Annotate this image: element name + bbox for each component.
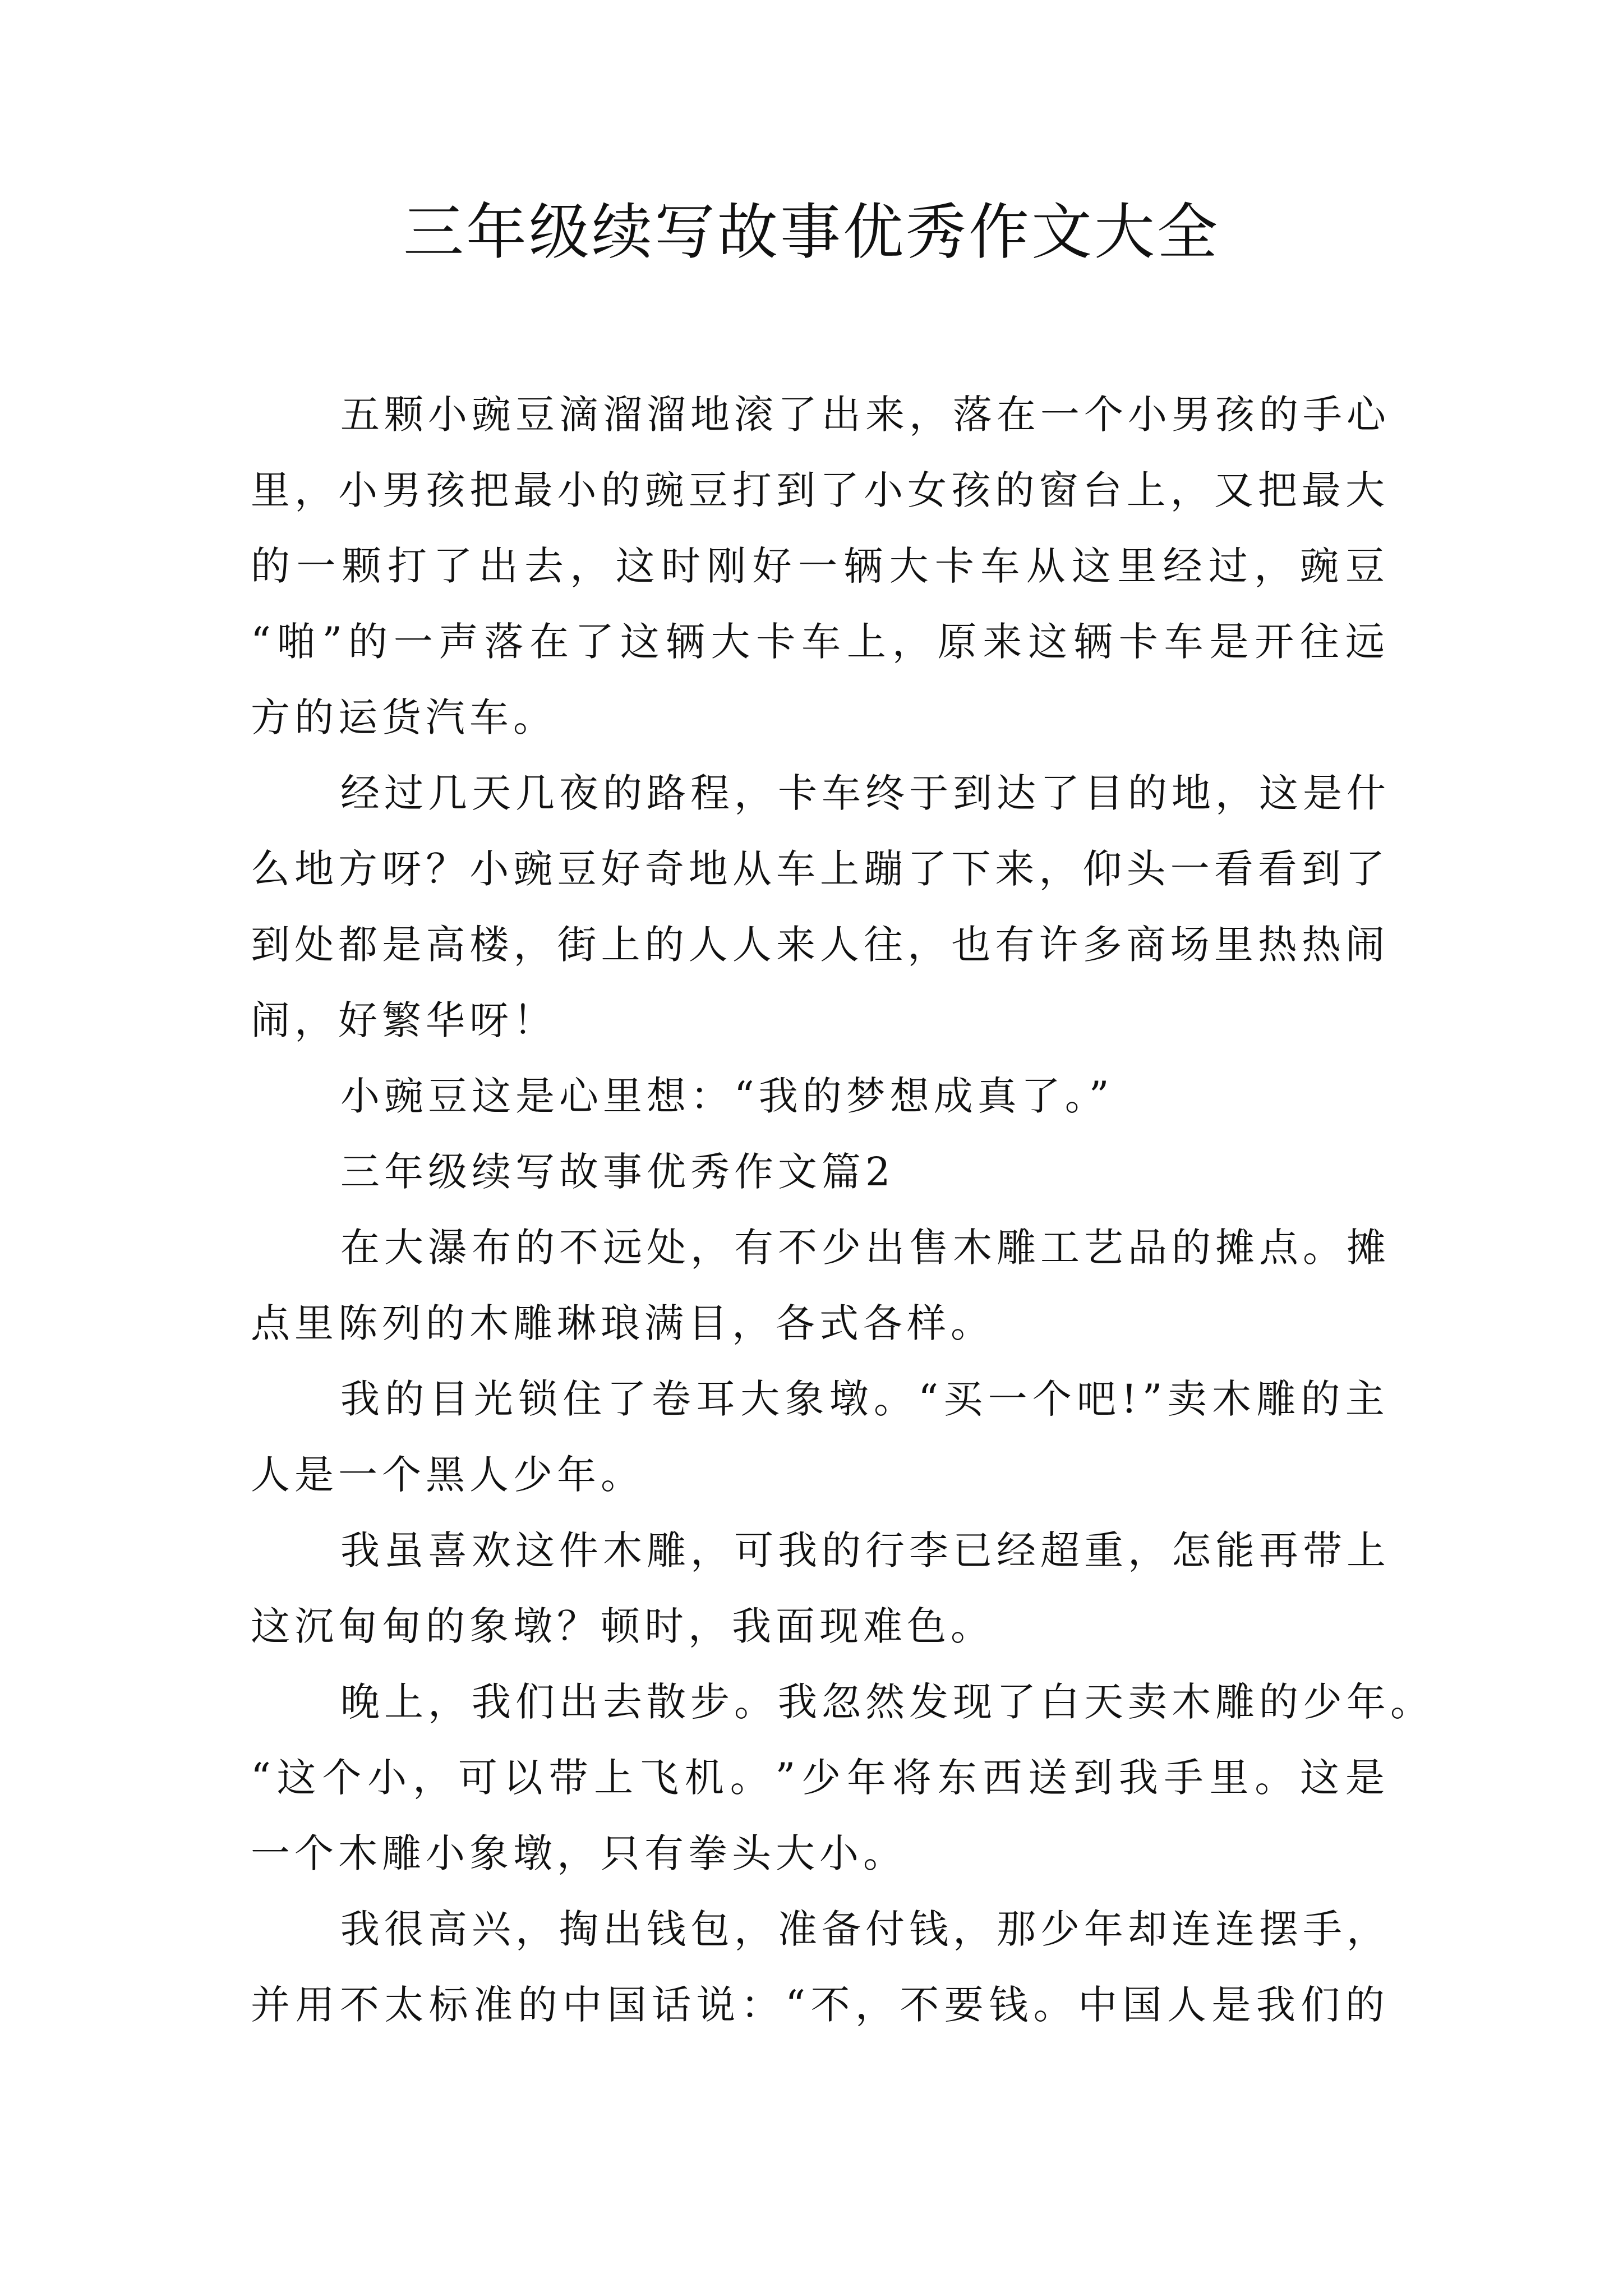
text-line: 这沉甸甸的象墩？顿时，我面现难色。	[251, 1603, 994, 1649]
text-line: 晚 上 ， 我 们 出 去 散 步 。 我 忽 然 发 现 了 白 天 卖 木 雕 的 少 年 。	[340, 1679, 1434, 1725]
text-line: 三年级续写故事优秀作文篇2	[340, 1149, 895, 1195]
document-body	[251, 377, 1434, 2043]
text-line: 一个木雕小象墩，只有拳头大小。	[251, 1830, 907, 1876]
text-line: 么 地 方 呀 ？ 小 豌 豆 好 奇 地 从 车 上 蹦 了 下 来 ， 仰 头 一 看 看 到 了	[251, 846, 1389, 892]
text-line: 点里陈列的木雕琳琅满目，各式各样。	[251, 1300, 994, 1346]
text-line: 闹，好繁华呀！	[251, 997, 557, 1043]
text-line: 小豌豆这是心里想：“我的梦想成真了。”	[340, 1073, 1114, 1119]
document-title: 三年级续写故事优秀作文大全	[403, 197, 1220, 268]
text-line: 到 处 都 是 高 楼 ， 街 上 的 人 人 来 人 往 ， 也 有 许 多 商 场 里 热 热 闹	[251, 922, 1389, 968]
text-line: “ 这 个 小 ， 可 以 带 上 飞 机 。 ” 少 年 将 东 西 送 到 我 手 里 。 这 是	[251, 1755, 1389, 1801]
text-line: 我 很 高 兴 ， 掏 出 钱 包 ， 准 备 付 钱 ， 那 少 年 却 连 连 摆 手 ，	[340, 1906, 1390, 1952]
text-line: 我 虽 喜 欢 这 件 木 雕 ， 可 我 的 行 李 已 经 超 重 ， 怎 能 再 带 上	[340, 1527, 1390, 1573]
text-line: 并 用 不 太 标 准 的 中 国 话 说 ： “ 不 ， 不 要 钱 。 中 国 人 是 我 们 的	[251, 1982, 1389, 2028]
text-line: 经 过 几 天 几 夜 的 路 程 ， 卡 车 终 于 到 达 了 目 的 地 ， 这 是 什	[340, 770, 1390, 816]
text-line: 人是一个黑人少年。	[251, 1452, 644, 1498]
text-line: 方的运货汽车。	[251, 694, 557, 740]
text-line: 的 一 颗 打 了 出 去 ， 这 时 刚 好 一 辆 大 卡 车 从 这 里 经 过 ， 豌 豆	[251, 543, 1389, 589]
text-line: 我 的 目 光 锁 住 了 卷 耳 大 象 墩 。 “ 买 一 个 吧 ! ” 卖 木 雕 的 主	[340, 1376, 1389, 1422]
text-line: 五 颗 小 豌 豆 滴 溜 溜 地 滚 了 出 来 ， 落 在 一 个 小 男 孩 的 手 心	[340, 392, 1390, 438]
text-line: “ 啪 ” 的 一 声 落 在 了 这 辆 大 卡 车 上 ， 原 来 这 辆 卡 车 是 开 往 远	[251, 619, 1389, 665]
text-line: 在 大 瀑 布 的 不 远 处 ， 有 不 少 出 售 木 雕 工 艺 品 的 摊 点 。 摊	[340, 1225, 1390, 1271]
text-line: 里 ， 小 男 孩 把 最 小 的 豌 豆 打 到 了 小 女 孩 的 窗 台 上 ， 又 把 最 大	[251, 467, 1389, 513]
